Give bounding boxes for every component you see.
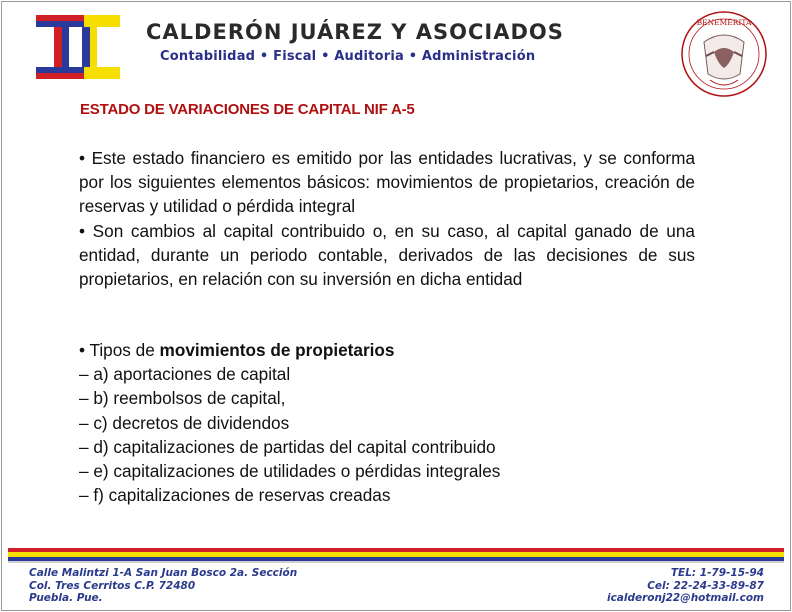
footer-address: [29, 567, 297, 605]
firm-name: CALDERÓN JUÁREZ Y ASOCIADOS: [146, 20, 564, 44]
list-intro: [79, 338, 699, 362]
paragraph-1: • Este estado financiero es emitido por las entidades lucrativas, y se conforma por los siguientes elementos básicos: movimientos de propietarios, creación de reservas y utilidad o pérdida integral: [79, 148, 695, 217]
footer-stripe-shadow: [8, 561, 784, 563]
firm-services: Contabilidad • Fiscal • Auditoria • Administración: [160, 49, 536, 64]
list-item: – e) capitalizaciones de utilidades o pérdidas integrales: [79, 461, 501, 482]
address-line-2: Col. Tres Cerritos C.P. 72480: [29, 579, 196, 592]
list-intro-text: • Tipos de: [79, 340, 160, 360]
list-intro-bold: movimientos de propietarios: [159, 340, 395, 360]
list-item: – d) capitalizaciones de partidas del capital contribuido: [79, 436, 496, 457]
jc-monogram-logo-icon: [34, 13, 122, 81]
list-item: – f) capitalizaciones de reservas creadas: [79, 485, 391, 506]
address-line-3: Puebla. Pue.: [29, 592, 103, 605]
footer-cel: Cel: 22-24-33-89-87: [647, 579, 764, 592]
footer-email[interactable]: icalderonj22@hotmail.com: [606, 592, 764, 605]
document-title: ESTADO DE VARIACIONES DE CAPITAL NIF A-5: [80, 101, 415, 118]
list-item: – a) aportaciones de capital: [79, 364, 291, 385]
benemerita-seal-icon: [676, 8, 772, 100]
seal-text: BENEMÉRITA: [696, 18, 752, 27]
address-line-1: Calle Malintzi 1-A San Juan Bosco 2a. Sección: [29, 567, 298, 579]
footer-contact: [607, 567, 764, 605]
list-item: – b) reembolsos de capital,: [79, 388, 286, 409]
list-item: – c) decretos de dividendos: [79, 412, 290, 433]
footer-tel: TEL: 1-79-15-94: [670, 567, 764, 579]
paragraph-2: • Son cambios al capital contribuido o, en su caso, al capital ganado de una entidad, durante un periodo contable, derivados de las decisiones de sus propietarios, en relación con su inversión en dicha entidad: [79, 220, 695, 290]
movements-list: [79, 338, 699, 507]
body-text: [79, 146, 695, 291]
page-frame: [1, 1, 791, 611]
